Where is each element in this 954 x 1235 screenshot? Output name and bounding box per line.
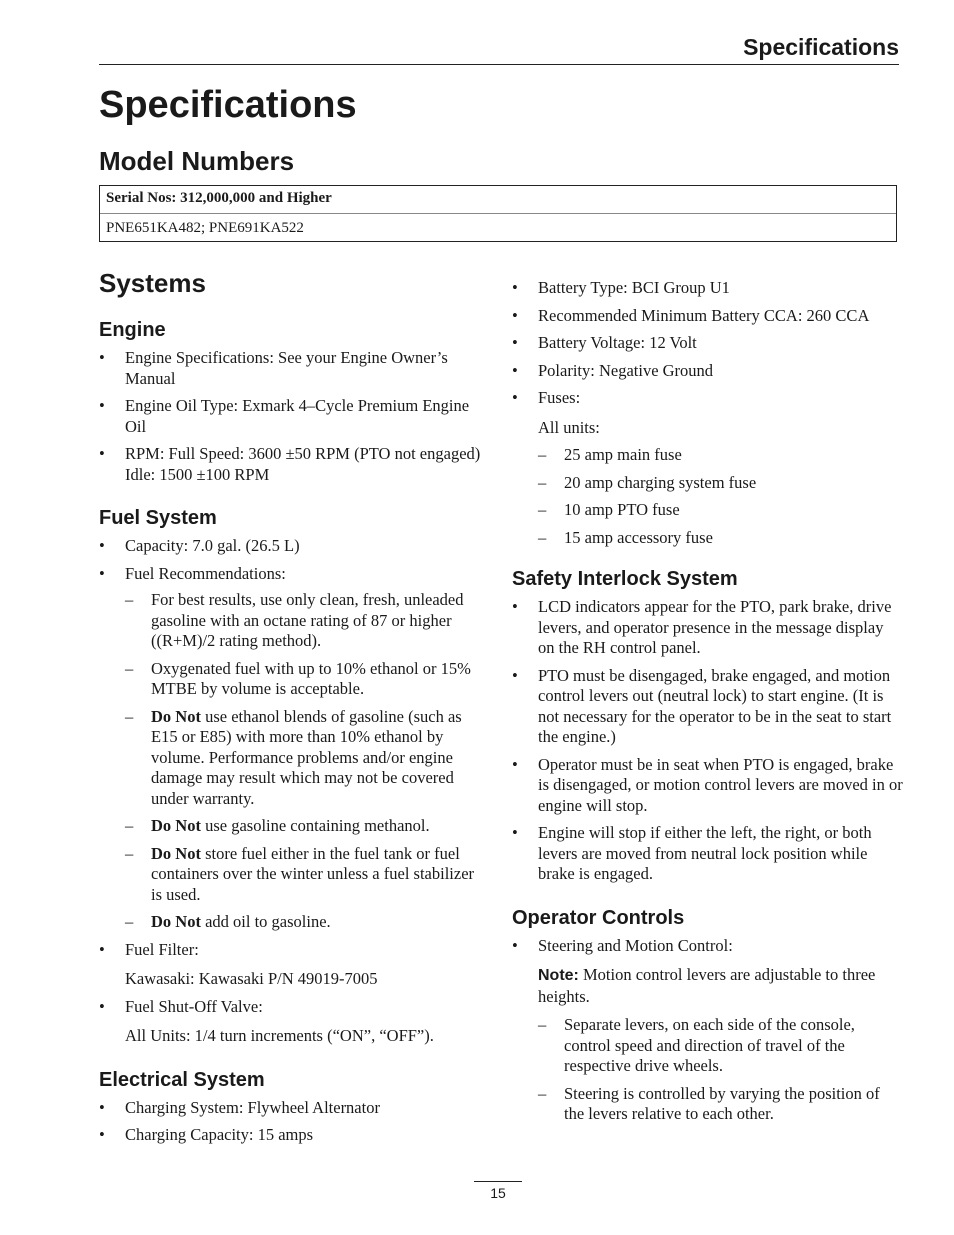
list-item — [512, 936, 904, 1125]
left-column — [99, 268, 489, 1153]
list-item: • Engine will stop if either the left, the right, or both levers are moved from neutral lock position while brake is engaged. — [512, 823, 904, 885]
model-numbers-table — [99, 185, 897, 242]
fuel-list — [99, 536, 489, 1047]
right-column — [512, 278, 904, 1132]
list-item — [99, 564, 489, 933]
running-header-title: Specifications — [743, 34, 899, 60]
operator-note — [538, 965, 904, 1007]
warning-text: add oil to gasoline. — [205, 912, 331, 931]
warning-text: use ethanol blends of gasoline (such as E15 or E85) with more than 10% ethanol by volume. Performance problems and/or engine damage may result which may not be covered under warranty. — [151, 706, 462, 808]
safety-section — [512, 568, 904, 885]
steering-label: Steering and Motion Control: — [538, 935, 733, 955]
fuel-filter-value: Kawasaki: Kawasaki P/N 49019-7005 — [125, 969, 378, 988]
list-item — [99, 997, 489, 1047]
list-item: – For best results, use only clean, fresh, unleaded gasoline with an octane rating of 87 or higher ((R+M)/2 rating method). — [125, 590, 489, 652]
list-item — [125, 912, 489, 933]
list-item: • Battery Voltage: 12 Volt — [512, 333, 904, 354]
fuel-filter-label: Fuel Filter: — [125, 939, 199, 959]
warning-text: store fuel either in the fuel tank or fuel containers over the winter unless a fuel stabilizer is used. — [151, 843, 475, 904]
engine-heading: Engine — [99, 319, 166, 341]
engine-list — [99, 348, 489, 485]
list-item: – 15 amp accessory fuse — [538, 528, 904, 549]
fuel-shutoff-label: Fuel Shut-Off Valve: — [125, 996, 263, 1016]
list-item: – 10 amp PTO fuse — [538, 500, 904, 521]
list-item — [125, 816, 489, 837]
list-item: • Charging Capacity: 15 amps — [99, 1125, 489, 1146]
list-item — [125, 707, 489, 810]
warning-text: use gasoline containing methanol. — [205, 816, 430, 835]
model-list: PNE651KA482; PNE691KA522 — [106, 220, 304, 236]
list-item: • Recommended Minimum Battery CCA: 260 CCA — [512, 306, 904, 327]
list-item: • Engine Specifications: See your Engine Owner’s Manual — [99, 348, 489, 389]
list-item: • Polarity: Negative Ground — [512, 361, 904, 382]
list-item: • Capacity: 7.0 gal. (26.5 L) — [99, 536, 489, 557]
list-item: • Engine Oil Type: Exmark 4–Cycle Premium Engine Oil — [99, 396, 489, 437]
note-text: Motion control levers are adjustable to three heights. — [538, 965, 876, 1006]
list-item: • Charging System: Flywheel Alternator — [99, 1098, 489, 1119]
list-item: • Operator must be in seat when PTO is engaged, brake is disengaged, or motion control levers are moved in or engine will stop. — [512, 755, 904, 817]
warning-do-not: Do Not — [151, 706, 201, 726]
fuel-section — [99, 507, 489, 1047]
warning-do-not: Do Not — [151, 843, 201, 863]
safety-heading: Safety Interlock System — [512, 568, 738, 590]
serial-range: Serial Nos: 312,000,000 and Higher — [106, 190, 332, 206]
operator-section — [512, 907, 904, 1125]
fuel-recommendations-list — [125, 590, 489, 933]
list-item: – Separate levers, on each side of the console, control speed and direction of travel of the respective drive wheels. — [538, 1015, 904, 1077]
electrical-list-right — [512, 278, 904, 548]
electrical-list-left — [99, 1098, 489, 1146]
model-numbers-heading: Model Numbers — [99, 146, 295, 176]
steering-list — [538, 1015, 904, 1125]
page-title: Specifications — [99, 84, 357, 126]
list-item: – Oxygenated fuel with up to 10% ethanol or 15% MTBE by volume is acceptable. — [125, 659, 489, 700]
page-number: 15 — [474, 1181, 522, 1201]
list-item: – 25 amp main fuse — [538, 445, 904, 466]
fuel-recommendations-label: Fuel Recommendations: — [125, 563, 286, 583]
warning-do-not: Do Not — [151, 912, 201, 931]
running-header — [99, 32, 899, 65]
engine-section — [99, 319, 489, 485]
operator-heading: Operator Controls — [512, 906, 685, 929]
electrical-section — [99, 1069, 489, 1146]
list-item: – Steering is controlled by varying the position of the levers relative to each other. — [538, 1084, 904, 1125]
fuses-all-units: All units: — [538, 417, 600, 437]
list-item — [125, 844, 489, 906]
electrical-heading: Electrical System — [99, 1068, 265, 1091]
list-item: – 20 amp charging system fuse — [538, 473, 904, 494]
list-item: • RPM: Full Speed: 3600 ±50 RPM (PTO not engaged) Idle: 1500 ±100 RPM — [99, 444, 489, 485]
fuel-shutoff-value: All Units: 1/4 turn increments (“ON”, “OFF”). — [125, 1026, 434, 1045]
list-item — [512, 388, 904, 548]
warning-do-not: Do Not — [151, 816, 201, 835]
operator-list — [512, 936, 904, 1125]
note-label: Note: — [538, 967, 579, 984]
fuel-heading: Fuel System — [99, 507, 217, 529]
safety-list — [512, 597, 904, 885]
fuses-label: Fuses: — [538, 388, 581, 407]
fuse-list — [538, 445, 904, 548]
list-item: • PTO must be disengaged, brake engaged, and motion control levers out (neutral lock) to start engine. (It is not necessary for the operator to be in the seat to start the engine.) — [512, 666, 904, 748]
list-item — [99, 940, 489, 990]
table-divider — [100, 213, 896, 214]
list-item: • Battery Type: BCI Group U1 — [512, 278, 904, 299]
systems-heading: Systems — [99, 268, 206, 298]
list-item: • LCD indicators appear for the PTO, park brake, drive levers, and operator presence in the message display on the RH control panel. — [512, 597, 904, 659]
